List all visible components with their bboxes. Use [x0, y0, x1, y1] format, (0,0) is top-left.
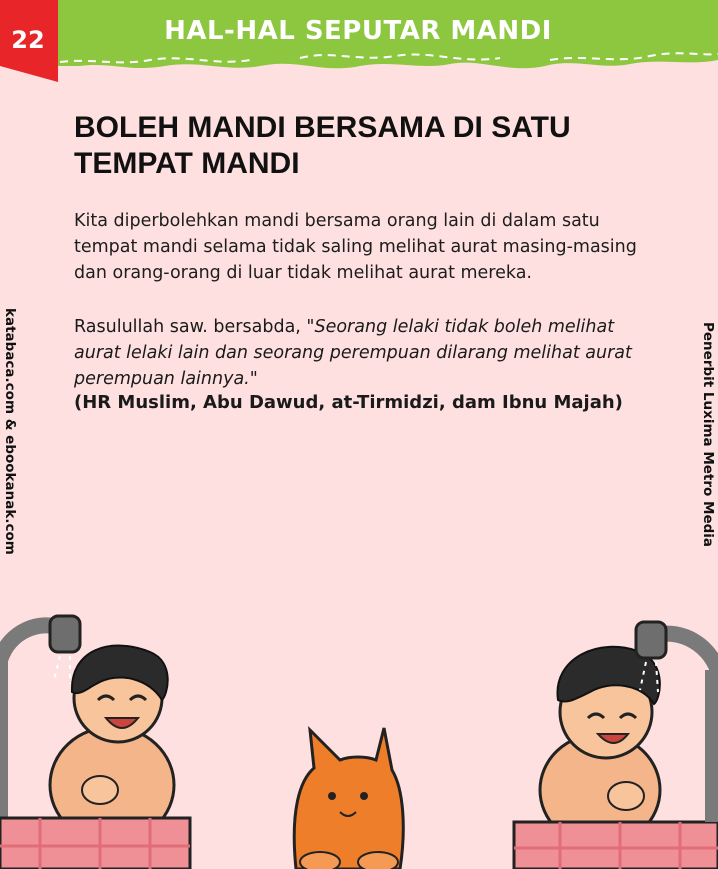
page-number: 22 [11, 26, 45, 54]
hadith-quote: "Seorang lelaki tidak boleh melihat aurat lelaki lain dan seorang perempuan dilarang melihat aurat perempuan lainnya." [74, 317, 632, 389]
chapter-title: HAL-HAL SEPUTAR MANDI [164, 16, 552, 46]
cat-icon [294, 728, 403, 869]
hadith-source: (HR Muslim, Abu Dawud, at-Tirmidzi, dam Ibnu Majah) [74, 392, 623, 413]
hadith-block [74, 314, 654, 414]
page-header [0, 0, 718, 82]
article [74, 110, 654, 414]
hadith-intro: Rasulullah saw. bersabda, [74, 317, 307, 337]
boy-left-icon [0, 646, 190, 869]
illustration [0, 600, 718, 869]
article-paragraph: Kita diperbolehkan mandi bersama orang lain di dalam satu tempat mandi selama tidak saling melihat aurat masing-masing dan orang-orang di luar tidak melihat aurat mereka. [74, 211, 637, 283]
boy-right-icon [514, 647, 718, 869]
article-title: BOLEH MANDI BERSAMA DI SATU TEMPAT MANDI [74, 111, 571, 180]
side-text-left: katabaca.com & ebookanak.com [2, 308, 18, 555]
side-text-right: Penerbit Luxima Metro Media [700, 322, 716, 548]
